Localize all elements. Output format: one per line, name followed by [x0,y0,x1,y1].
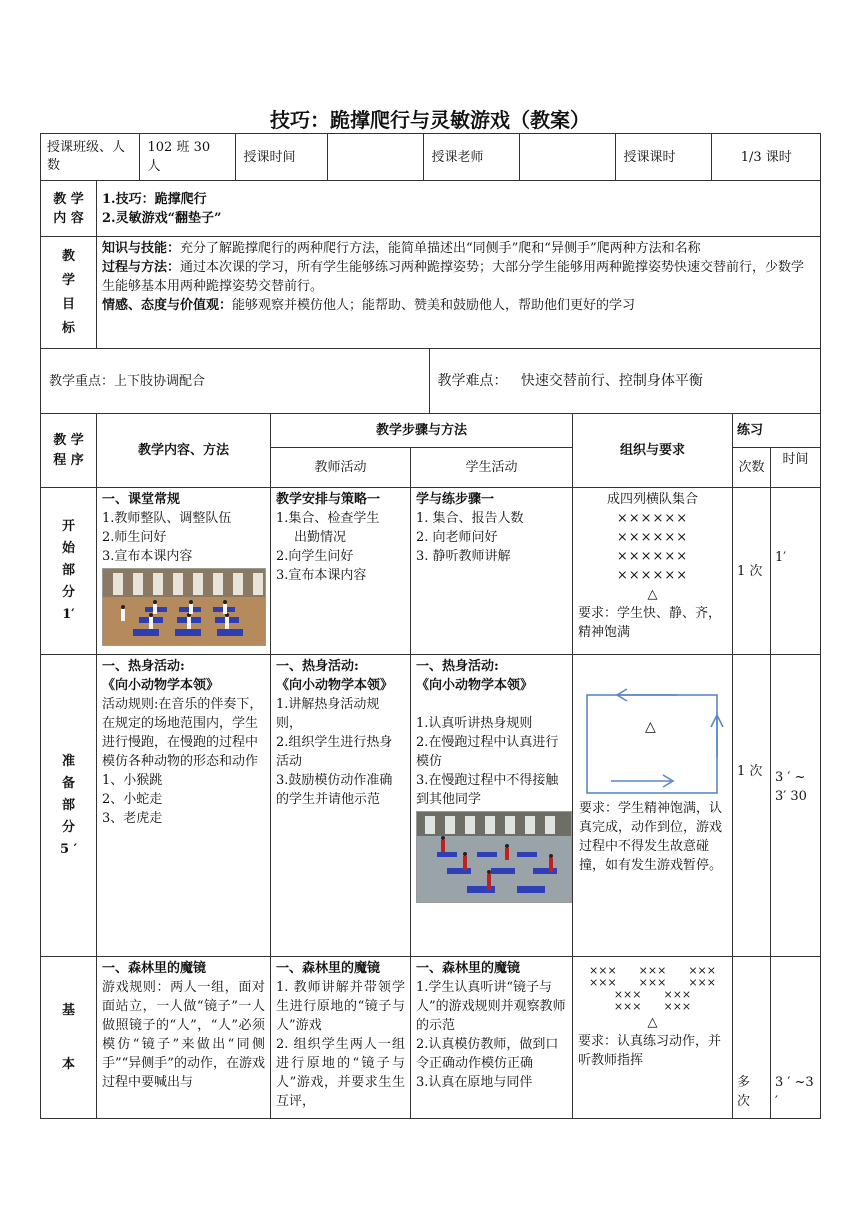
duration-header: 时间 [771,448,821,488]
time-value [327,134,423,180]
duration-cell: 1′ [771,488,821,655]
teacher-activity-cell: 一、热身活动: 《向小动物学本领》 1.讲解热身活动规则， 2.组织学生进行热身活动 3.鼓励模仿动作准确的学生并请他示范 [271,655,411,957]
time-label: 授课时间 [235,134,327,180]
content-item: 2.灵敏游戏“翻垫子” [102,210,222,226]
stage-label: 开 始 部 分 1′ [41,488,97,655]
organization-cell: 成四列横队集合 ×××××× ×××××× ×××××× ×××××× △ 要求：学生快、静、齐，精神饱满 [573,488,733,655]
teacher-position-triangle: △ [645,719,656,735]
organization-header: 组织与要求 [573,414,733,488]
requirement-text: 要求：学生快、静、齐，精神饱满 [578,606,722,640]
header-row-1 [41,414,821,448]
goals-row [41,237,821,349]
teacher-position-triangle: △ [647,587,658,602]
times-cell: 多 次 [733,957,771,1119]
emotion-goal: 情感、态度与价值观：能够观察并模仿他人；能帮助、赞美和鼓励他人，帮助他们更好的学习 [102,298,636,313]
times-cell: 1 次 [733,655,771,957]
teacher-label: 授课老师 [423,134,519,180]
class-label: 授课班级、人数 [41,134,139,180]
student-activity-cell: 学与练步骤一 1. 集合、报告人数 2. 向老师问好 3. 静听教师讲解 [411,488,573,655]
formation-row: ×××××× [616,511,689,526]
formation-row: ××× ××× ××× [589,976,716,989]
section-main [41,957,821,1119]
content-label: 教 学 内 容 [41,181,97,237]
times-cell: 1 次 [733,488,771,655]
teacher-activity-cell: 一、森林里的魔镜 1. 教师讲解并带领学生进行原地的“镜子与人”游戏 2. 组织学生两人一组进行原地的“镜子与人”游戏，并要求生生互评， [271,957,411,1119]
organization-cell [573,957,733,1119]
teacher-position-triangle: △ [647,1015,658,1030]
hours-value: 1/3 课时 [740,149,792,165]
student-activity-cell: 一、热身活动: 《向小动物学本领》 1.认真听讲热身规则 2.在慢跑过程中认真进行模仿 3.在慢跑过程中不得接触到其他同学 [411,655,573,957]
student-activity-cell: 一、森林里的魔镜 1.学生认真听讲“镜子与人”的游戏规则并观察教师的示范 2.认真模仿教师，做到口令正确动作模仿正确 3.认真在原地与同伴 [411,957,573,1119]
warmup-photo-image [416,811,572,903]
times-header: 次数 [733,448,771,488]
content-method-header: 教学内容、方法 [97,414,271,488]
stage-label: 准 备 部 分 5 ′ [41,655,97,957]
formation-row: ×××××× [616,530,689,545]
goals-content [97,237,821,349]
process-goal: 过程与方法：通过本次课的学习，所有学生能够练习两种跪撑姿势；大部分学生能够用两种跪撑姿势快速交替前行，少数学生能够基本用两种跪撑姿势交替前行。 [102,260,805,294]
section-start [41,488,821,655]
formation-row: ××× ××× [613,1000,692,1013]
info-row [41,134,821,181]
content-cell: 一、森林里的魔镜 游戏规则：两人一组，面对面站立，一人做“镜子”一人做照镜子的“人”，“人”必须模仿“镜子”来做出“同侧手”“异侧手”的动作，在游戏过程中要喊出与 [97,957,271,1119]
section-warmup [41,655,821,957]
content-items [97,181,821,237]
content-cell: 一、热身活动: 《向小动物学本领》 活动规则:在音乐的伴奏下，在规定的场地范围内，学生进行慢跑，在慢跑的过程中模仿各种动物的形态和动作 1、小猴跳 2、小蛇走 3、老虎走 [97,655,271,957]
steps-header: 教学步骤与方法 [271,414,573,448]
teacher-activity-header: 教师活动 [271,448,411,488]
lesson-plan-table [40,133,821,1119]
requirement-text: 要求：学生精神饱满，认真完成，动作到位，游戏过程中不得发生故意碰撞，如有发生游戏暂停。 [579,801,723,873]
content-row [41,181,821,237]
class-photo-image [102,568,266,646]
page-title: 技巧：跪撑爬行与灵敏游戏（教案） [270,108,590,132]
teaching-difficulty: 教学难点： 快速交替前行、控制身体平衡 [437,372,703,389]
hours-label: 授课课时 [615,134,711,180]
formation-row: ××× ××× [613,988,692,1001]
knowledge-goal: 知识与技能：充分了解跪撑爬行的两种爬行方法，能简单描述出“同侧手”爬和“异侧手”爬两种方法和名称 [102,241,701,256]
key-points-row [41,349,821,414]
formation-row: ××× ××× ××× [589,964,716,977]
student-activity-header: 学生活动 [411,448,573,488]
teaching-focus: 教学重点：上下肢协调配合 [41,349,429,413]
goals-label: 教 学 目 标 [41,237,97,349]
requirement-text: 要求：认真练习动作，并听教师指挥 [578,1034,722,1068]
duration-cell: 3 ′ ~3′ 30 [771,655,821,957]
organization-cell [573,655,733,957]
formation-row: ×××××× [616,549,689,564]
procedure-header: 教 学 程 序 [41,414,97,488]
class-value: 102 班 30 人 [139,134,235,180]
formation-row: ×××××× [616,568,689,583]
stage-label: 基 本 [41,957,97,1119]
teacher-activity-cell: 教学安排与策略一 1.集合、检查学生 出勤情况 2.向学生问好 3.宣布本课内容 [271,488,411,655]
content-cell: 一、课堂常规 1.教师整队、调整队伍 2.师生问好 3.宣布本课内容 [97,488,271,655]
practice-header: 练习 [733,414,821,448]
duration-cell: 3 ′ ~3 ′ [771,957,821,1119]
running-route-diagram [577,687,727,797]
teacher-value [519,134,615,180]
content-item: 1.技巧：跪撑爬行 [102,191,207,207]
